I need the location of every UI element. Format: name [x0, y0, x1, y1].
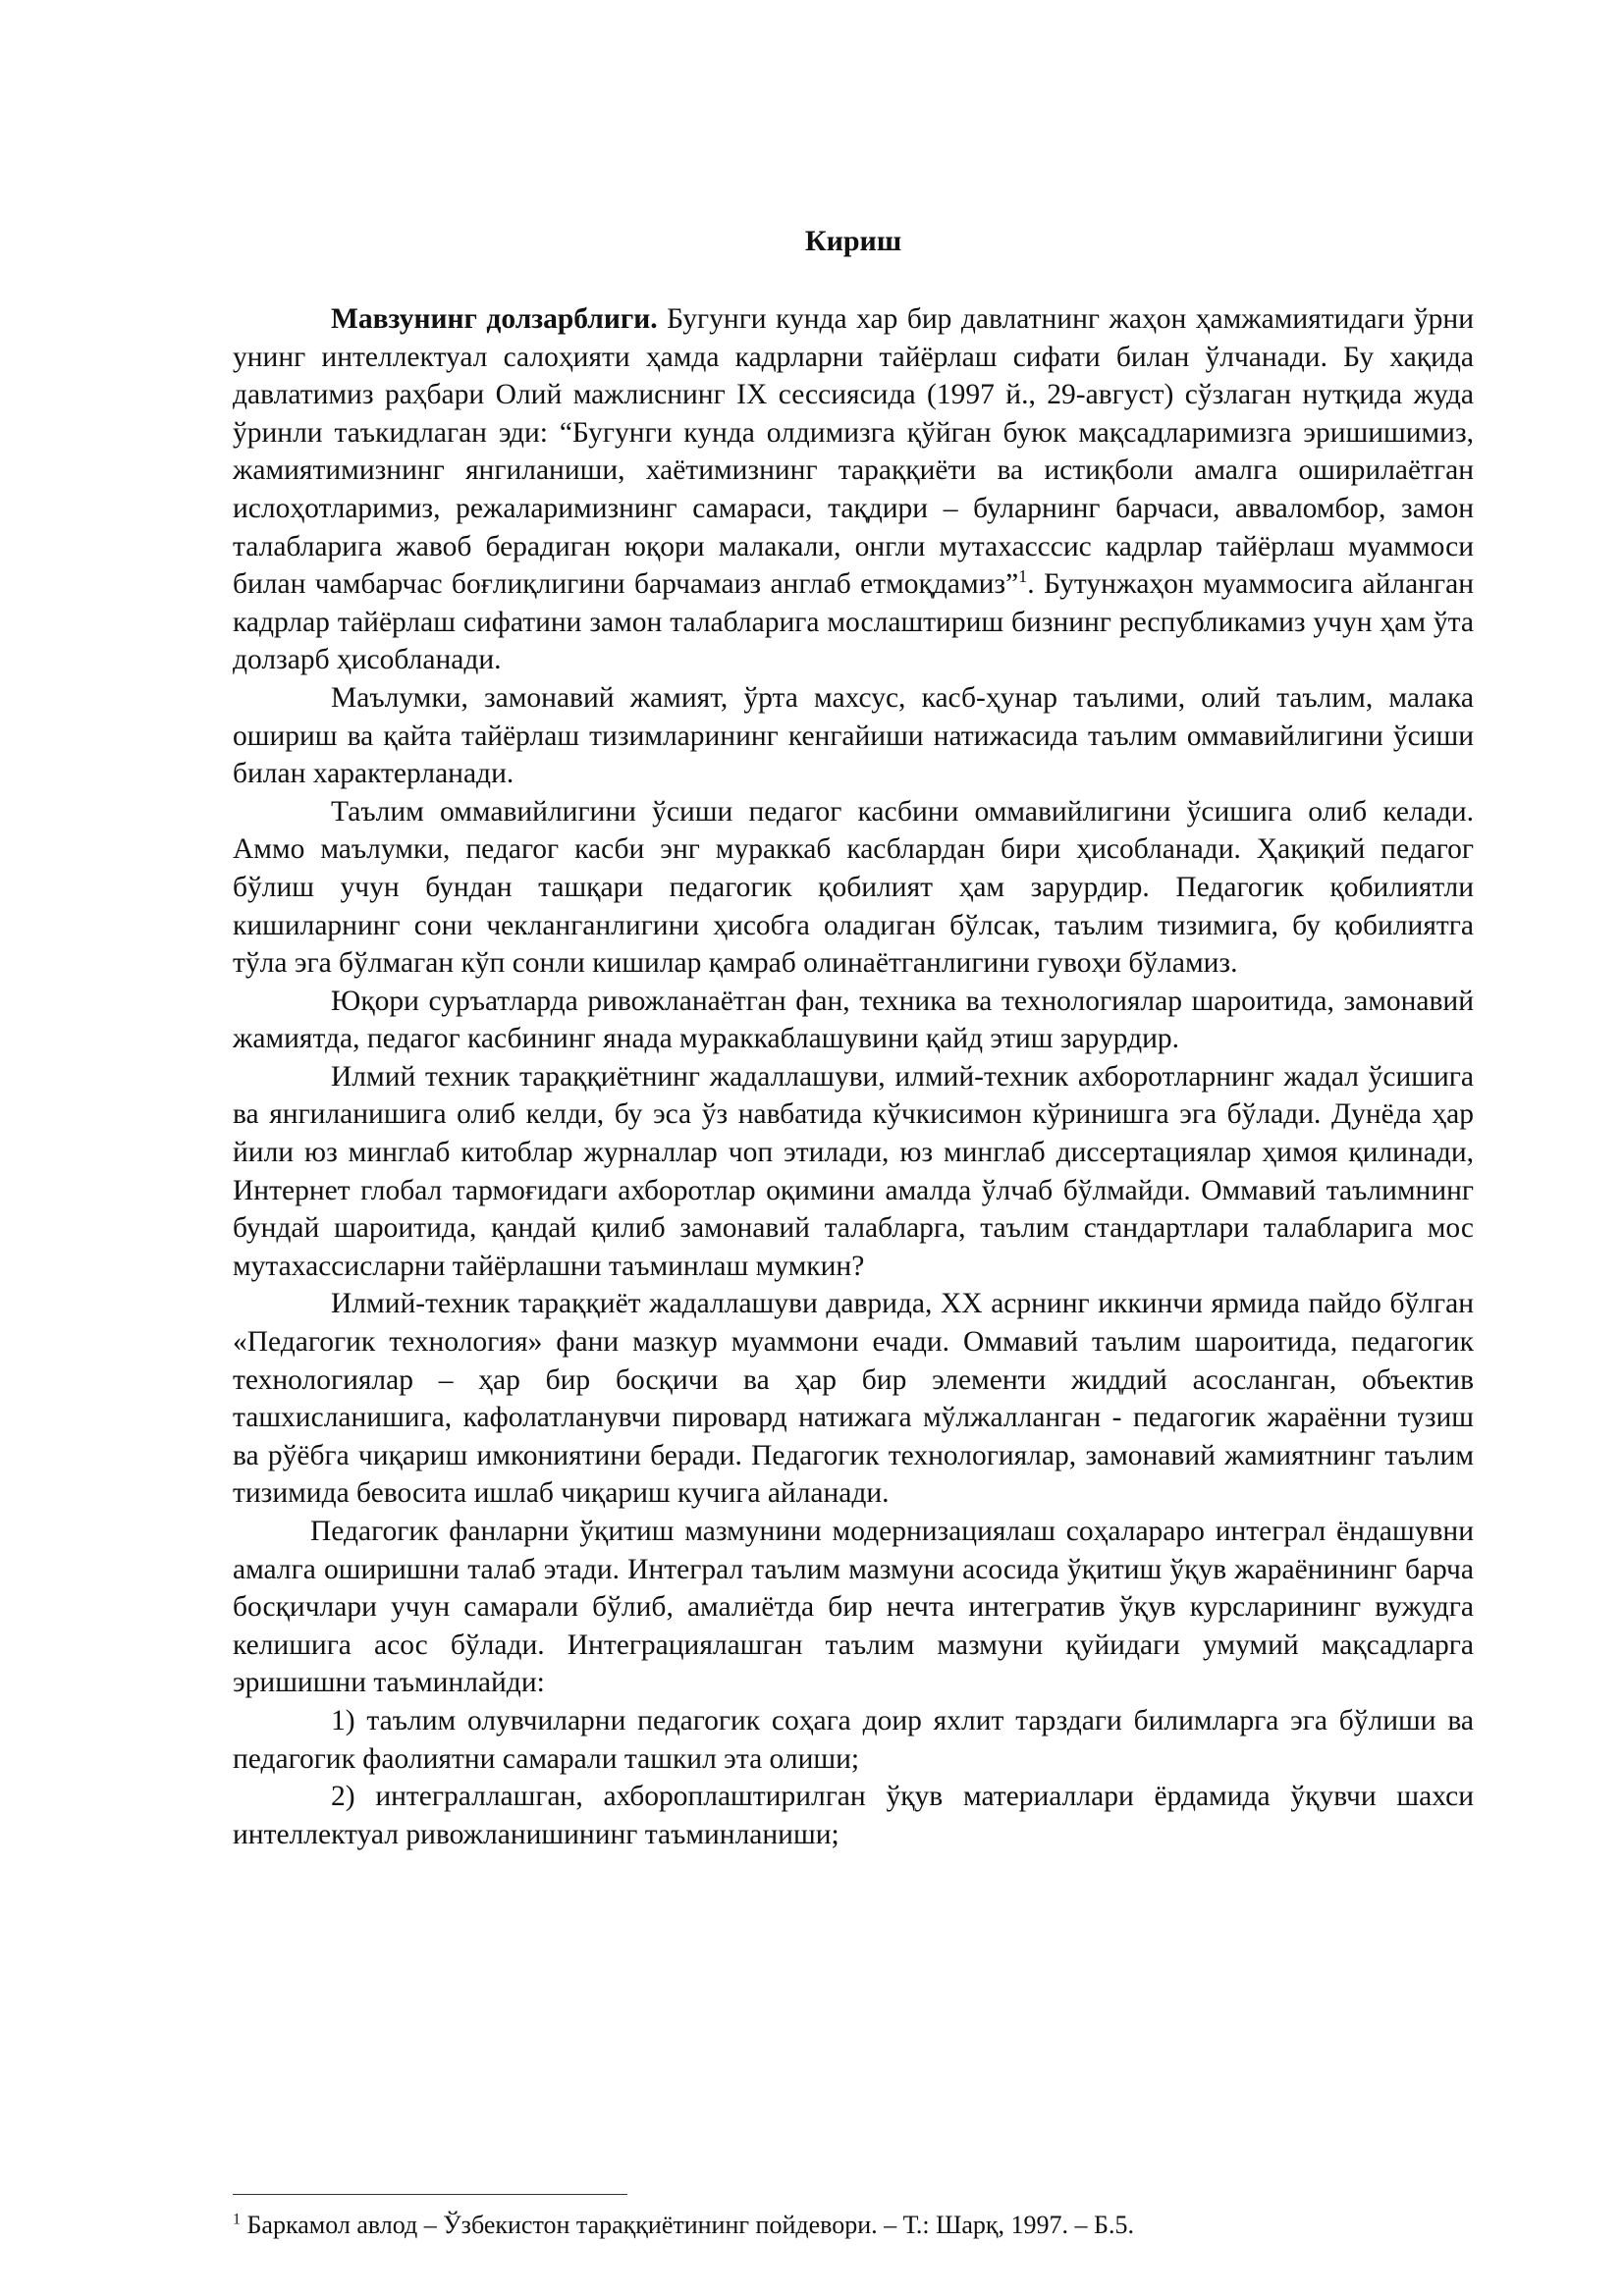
- paragraph: Илмий техник тараққиётнинг жадаллашуви, илмий-техник ахборотларнинг жадал ўсишига ва янгиланишига олиб келди, бу эса ўз навбатида кўчкисимон кўринишга эга бўлади. Дунёда ҳар йили юз минглаб китоблар журналлар чоп этилади, юз минглаб диссертациялар ҳимоя қилинади, Интернет глобал тармоғидаги ахборотлар оқимини амалда ўлчаб бўлмайди. Оммавий таълимнинг бундай шароитида, қандай қилиб замонавий талабларга, таълим стандартлари талабларига мос мутахассисларни тайёрлашни таъминлаш мумкин?: [233, 1060, 1474, 1282]
- list-item: 2) интеграллашган, ахбороплаштирилган ўқув материаллари ёрдамида ўқувчи шахси интеллектуал ривожланишининг таъминланиши;: [233, 1781, 1474, 1850]
- paragraph-text: Бугунги кунда хар бир давлатнинг жаҳон ҳамжамиятидаги ўрни унинг интеллектуал салоҳияти ҳамда кадрларни тайёрлаш сифати билан ўлчанади. Бу хақида давлатимиз раҳбари Олий мажлиснинг IX сессиясида (1997 й., 29-август) сўзлаган нутқида жуда ўринли таъкидлаган эди: “Бугунги кунда олдимизга қўйган буюк мақсадларимизга эришишимиз, жамиятимизнинг янгиланиши, хаётимизнинг тараққиёти ва истиқболи амалга оширилаётган ислоҳотларимиз, режаларимизнинг самараси, тақдири – буларнинг барчаси, авваломбор, замон талабларига жавоб берадиган юқори малакали, онгли мутахасссис кадрлар тайёрлаш муаммоси билан чамбарчас боғлиқлигини барчамаиз англаб етмоқдамиз”: [233, 303, 1474, 601]
- paragraph: Юқори суръатларда ривожланаётган фан, техника ва технологиялар шароитида, замонавий жамиятда, педагог касбининг янада мураккаблашувини қайд этиш зарурдир.: [233, 985, 1474, 1055]
- paragraph-relevance: [233, 300, 1474, 679]
- paragraph: Таълим оммавийлигини ўсиши педагог касбини оммавийлигини ўсишига олиб келади. Аммо маълумки, педагог касби энг мураккаб касблардан бири ҳисобланади. Ҳақиқий педагог бўлиш учун бундан ташқари педагогик қобилият ҳам зарурдир. Педагогик қобилиятли кишиларнинг сони чекланганлигини ҳисобга оладиган бўлсак, таълим тизимига, бу қобилиятга тўла эга бўлмаган кўп сонли кишилар қамраб олинаётганлигини гувоҳи бўламиз.: [233, 795, 1474, 980]
- page-title: Кириш: [804, 225, 902, 257]
- footnote: [233, 2211, 1474, 2240]
- footnote-text: Баркамол авлод – Ўзбекистон тараққиётининг пойдевори. – Т.: Шарқ, 1997. – Б.5.: [241, 2211, 1134, 2239]
- paragraph-text-after-ref: . Бутунжаҳон муаммосига айланган кадрлар тайёрлаш сифатини замон талабларига мослаштириш бизнинг республикамиз учун ҳам ўта долзарб ҳисобланади.: [233, 568, 1474, 676]
- paragraph: Маълумки, замонавий жамият, ўрта махсус, касб-ҳунар таълими, олий таълим, малака ошириш ва қайта тайёрлаш тизимларининг кенгайиши натижасида таълим оммавийлигини ўсиши билан характерланади.: [233, 681, 1474, 790]
- paragraph: Педагогик фанларни ўқитиш мазмунини модернизациялаш соҳалараро интеграл ёндашувни амалга оширишни талаб этади. Интеграл таълим мазмуни асосида ўқитиш ўқув жараёнининг барча босқичлари учун самарали бўлиб, амалиётда бир нечта интегратив ўқув курсларининг вужудга келишига асос бўлади. Интеграциялашган таълим мазмуни қуйидаги умумий мақсадларга эришишни таъминлайди:: [233, 1516, 1474, 1699]
- footnote-number: 1: [233, 2211, 241, 2228]
- footnote-ref: 1: [1018, 566, 1028, 587]
- relevance-lead: Мавзунинг долзарблиги.: [331, 303, 658, 335]
- paragraph: Илмий-техник тараққиёт жадаллашуви даврида, XX асрнинг иккинчи ярмида пайдо бўлган «Педагогик технология» фани мазкур муаммони ечади. Оммавий таълим шароитида, педагогик технологиялар – ҳар бир босқичи ва ҳар бир элементи жиддий асосланган, объектив ташхисланишига, кафолатланувчи пировард натижага мўлжалланган - педагогик жараённи тузиш ва рўёбга чиқариш имкониятини беради. Педагогик технологиялар, замонавий жамиятнинг таълим тизимида бевосита ишлаб чиқариш кучига айланади.: [233, 1288, 1474, 1510]
- document-page: [233, 0, 1474, 2296]
- document-body: [233, 300, 1474, 1853]
- footnote-separator: [233, 2194, 627, 2195]
- list-item: 1) таълим олувчиларни педагогик соҳага доир яхлит тарздаги билимларга эга бўлиши ва педагогик фаолиятни самарали ташкил эта олиши;: [233, 1704, 1474, 1775]
